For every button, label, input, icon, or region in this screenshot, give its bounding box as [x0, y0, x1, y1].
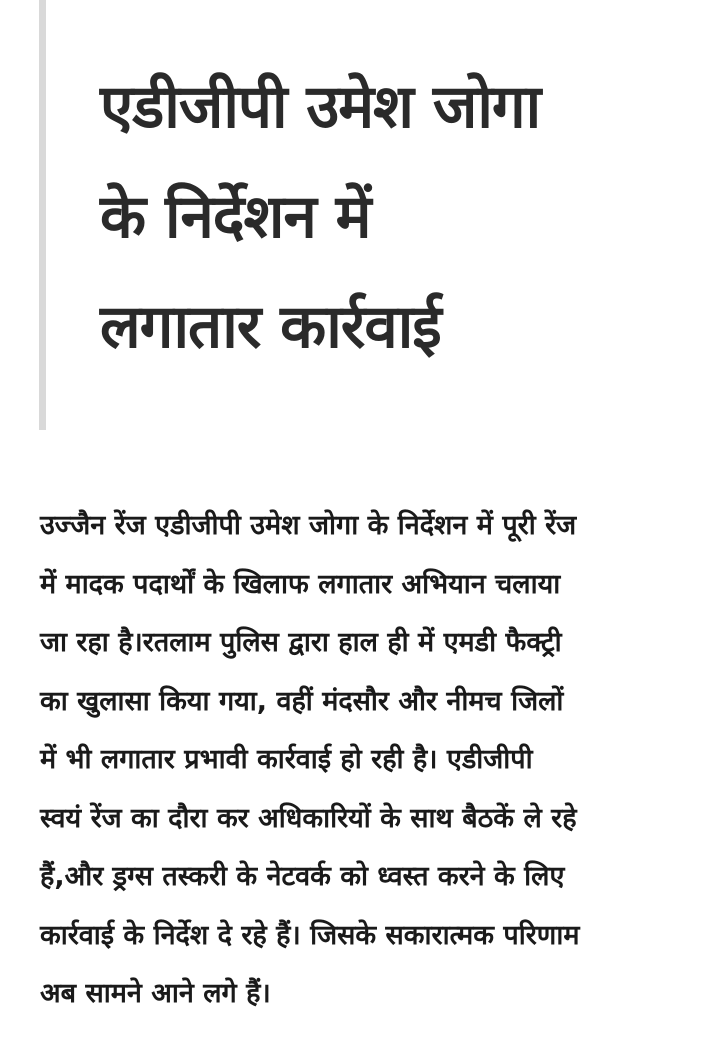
paragraph-line: उज्जैन रेंज एडीजीपी उमेश जोगा के निर्देशन में पूरी रेंज: [40, 510, 577, 541]
headline-line: एडीजीपी उमेश जोगा: [100, 72, 541, 142]
paragraph-line: का खुलासा किया गया, वहीं मंदसौर और नीमच जिलों: [40, 685, 564, 717]
paragraph-line: स्वयं रेंज का दौरा कर अधिकारियों के साथ बैठकें ले रहे: [40, 802, 577, 834]
paragraph-line: में भी लगातार प्रभावी कार्रवाई हो रही है। एडीजीपी: [40, 744, 533, 775]
article-paragraph: [40, 497, 690, 1024]
headline-line: लगातार कार्रवाई: [100, 292, 441, 362]
headline-line: के निर्देशन में: [100, 182, 371, 252]
paragraph-line: में मादक पदार्थों के खिलाफ लगातार अभियान चलाया: [40, 568, 561, 600]
blockquote-bar: [39, 0, 46, 430]
paragraph-line: जा रहा है।रतलाम पुलिस द्वारा हाल ही में एमडी फैक्ट्री: [40, 627, 562, 658]
paragraph-line: अब सामने आने लगे हैं।: [40, 978, 271, 1009]
paragraph-line: हैं,और ड्रग्स तस्करी के नेटवर्क को ध्वस्त करने के लिए: [40, 861, 565, 892]
paragraph-line: कार्रवाई के निर्देश दे रहे हैं। जिसके सकारात्मक परिणाम: [40, 919, 580, 951]
headline: [100, 52, 700, 382]
